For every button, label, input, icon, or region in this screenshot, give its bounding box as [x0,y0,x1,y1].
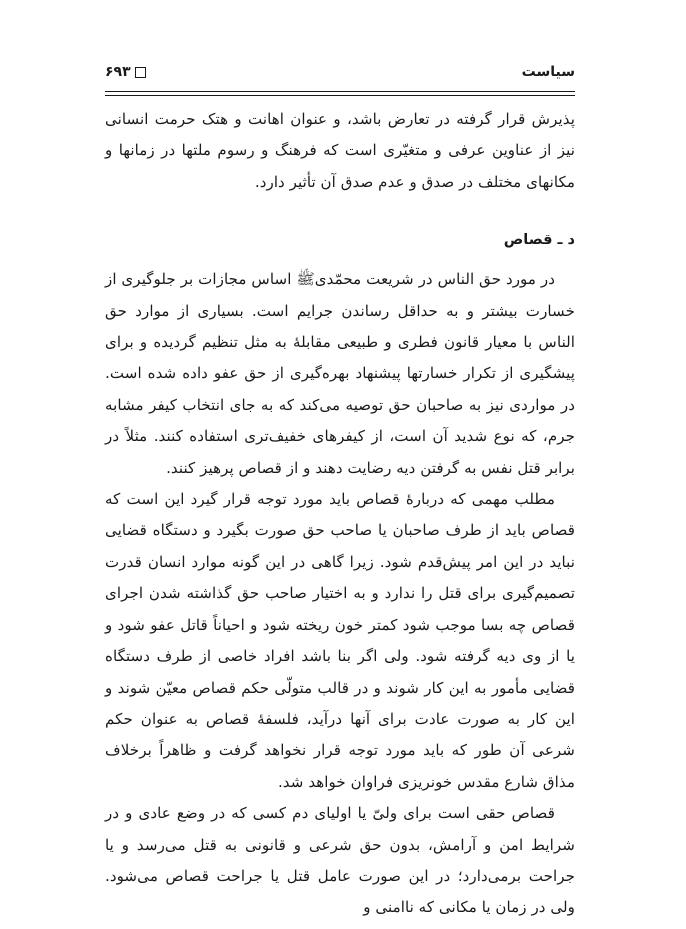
section-heading: د ـ قصاص [503,232,575,249]
page-header [105,60,575,84]
paragraph-qisas-important-note: مطلب مهمی که دربارهٔ قصاص باید مورد توجه قرار گیرد این است که قصاص باید از طرف صاحبان یا صاحب حق صورت بگیرد و دستگاه قضایی نباید در این امر پیش‌قدم شود. زیرا گاهی در این گونه موارد انسان قدرت تصمیم‌گیری برای قتل را ندارد و به اختیار صاحب حق گذاشته شدن اجرای قصاص چه بسا موجب شود کمتر خون ریخته شود و احیاناً قاتل عفو شود و یا از وی دیه گرفته شود. ولی اگر بنا باشد افراد خاصی از طرف دستگاه قضایی مأمور به این کار شوند و در قالب متولّی حکم قصاص معیّن شوند و این کار به صورت عادت برای آنها درآید، فلسفهٔ قصاص به عنوان حکم شرعی آن طور که باید مورد توجه قرار نخواهد گرفت و ظاهراً برخلاف مذاق شارع مقدس خونریزی فراوان خواهد شد. [105,490,575,791]
paragraph-continuation: پذیرش قرار گرفته در تعارض باشد، و عنوان اهانت و هتک حرمت انسانی نیز از عناوین عرفی و متغیّری است که فرهنگ و رسوم ملتها در زمانها و مکانهای مختلف در صدق و عدم صدق آن تأثیر دارد. [105,110,575,191]
page-body [105,104,575,924]
page-number-text: ۶۹۳ [105,64,131,80]
header-rule-bottom [105,95,575,96]
book-page [105,60,575,917]
paragraph-huq-al-nas: در مورد حق الناس در شریعت محمّدیﷺ اساس مجازات بر جلوگیری از خسارت بیشتر و به حداقل رساندن جرایم است. بسیاری از موارد حق الناس با معیار قانون فطری و طبیعی مقابلهٔ به مثل تنظیم گردیده و برای پیشگیری از تکرار خسارتها پیشنهاد بهره‌گیری از حق عفو داده شده است. در مواردی نیز به صاحبان حق توصیه می‌کند که به جای انتخاب کیفر مشابه جرم، که نوع شدید آن است، از کیفرهای خفیف‌تری استفاده کنند. مثلاً در برابر قتل نفس به گرفتن دیه رضایت دهند و از قصاص پرهیز کنند. [105,270,575,477]
header-rule-top [105,91,575,92]
square-bullet-icon [135,67,146,78]
running-title: سیاست [521,64,575,80]
paragraph-qisas-right: قصاص حقی است برای ولیّ یا اولیای دم کسی که در وضع عادی و در شرایط امن و آرامش، بدون حق شرعی و قانونی به قتل می‌رسد و یا جراحت برمی‌دارد؛ در این صورت عامل قتل یا جراحت قصاص می‌شود. ولی در زمان یا مکانی که ناامنی و [105,804,575,917]
page-number [105,64,146,80]
